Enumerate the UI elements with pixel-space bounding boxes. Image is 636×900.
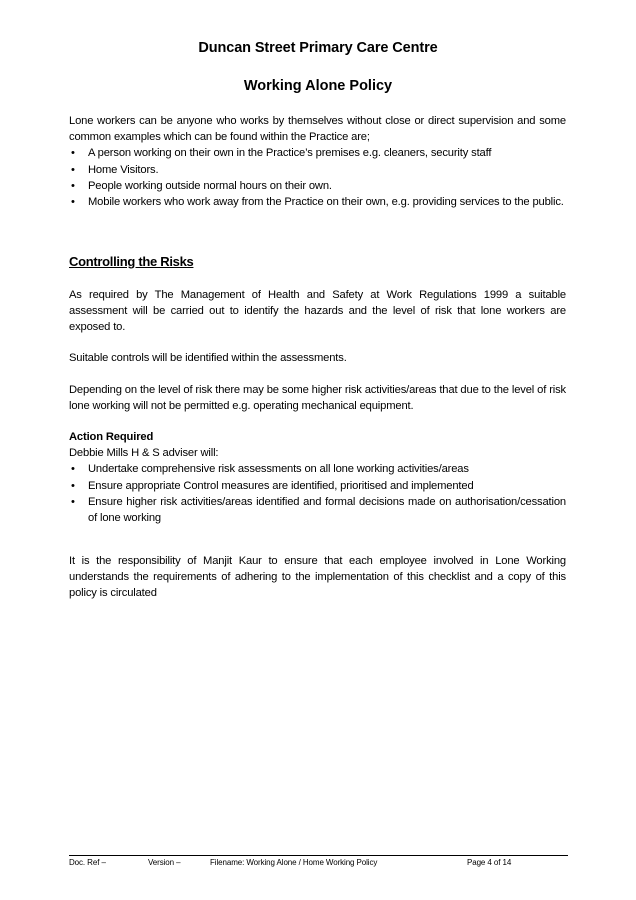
- list-item: • Undertake comprehensive risk assessments on all lone working activities/areas: [69, 461, 566, 477]
- controlling-risks-section: [69, 254, 566, 270]
- list-item: • Mobile workers who work away from the Practice on their own, e.g. providing services to the public.: [69, 194, 566, 210]
- footer-filename: Filename: Working Alone / Home Working Policy: [210, 858, 378, 867]
- list-item: • People working outside normal hours on their own.: [69, 178, 566, 194]
- regulations-paragraph-block: [69, 287, 566, 336]
- risk-level-paragraph-block: [69, 382, 566, 414]
- responsibility-paragraph: It is the responsibility of Manjit Kaur to ensure that each employee involved in Lone Working understands the requirements of adhering to the implementation of this checklist and a copy of this policy is circulated: [69, 555, 566, 600]
- action-required-heading: Action Required: [69, 431, 154, 443]
- bullet-icon: •: [71, 163, 75, 176]
- section-heading: Controlling the Risks: [69, 254, 194, 269]
- footer-page-number: Page 4 of 14: [467, 858, 512, 867]
- bullet-icon: •: [71, 179, 75, 192]
- bullet-icon: •: [71, 479, 75, 492]
- intro-paragraph: Lone workers can be anyone who works by themselves without close or direct supervision and some common examples which can be found within the Practice are;: [69, 115, 566, 144]
- intro-section: [69, 113, 566, 210]
- bullet-icon: •: [71, 196, 75, 209]
- lone-worker-examples-list: [69, 145, 566, 210]
- footer-divider: [69, 855, 568, 856]
- responsibility-section: [69, 553, 566, 602]
- policy-title: Working Alone Policy: [243, 78, 393, 94]
- list-item: • Ensure higher risk activities/areas identified and formal decisions made on authorisation/cessation of lone working: [71, 495, 566, 525]
- bullet-icon: •: [71, 147, 75, 160]
- bullet-icon: •: [71, 495, 75, 508]
- regulations-paragraph: As required by The Management of Health and Safety at Work Regulations 1999 a suitable assessment will be carried out to identify the hazards and the level of risk that lone workers are exposed to.: [69, 289, 566, 334]
- organisation-title: Duncan Street Primary Care Centre: [198, 40, 438, 56]
- list-item: • A person working on their own in the Practice’s premises e.g. cleaners, security staff: [69, 145, 566, 161]
- controls-paragraph-block: [69, 350, 566, 366]
- action-required-section: [69, 429, 566, 526]
- bullet-icon: •: [71, 463, 75, 476]
- adviser-line: Debbie Mills H & S adviser will:: [69, 447, 219, 460]
- action-list: [69, 461, 566, 526]
- list-item: • Ensure appropriate Control measures are identified, prioritised and implemented: [69, 478, 566, 494]
- footer-version: Version –: [148, 858, 181, 867]
- list-item: • Home Visitors.: [69, 162, 566, 178]
- risk-level-paragraph: Depending on the level of risk there may be some higher risk activities/areas that due to the level of risk lone working will not be permitted e.g. operating mechanical equipment.: [69, 384, 566, 413]
- footer-doc-ref: Doc. Ref –: [69, 858, 106, 867]
- controls-paragraph: Suitable controls will be identified within the assessments.: [69, 352, 347, 364]
